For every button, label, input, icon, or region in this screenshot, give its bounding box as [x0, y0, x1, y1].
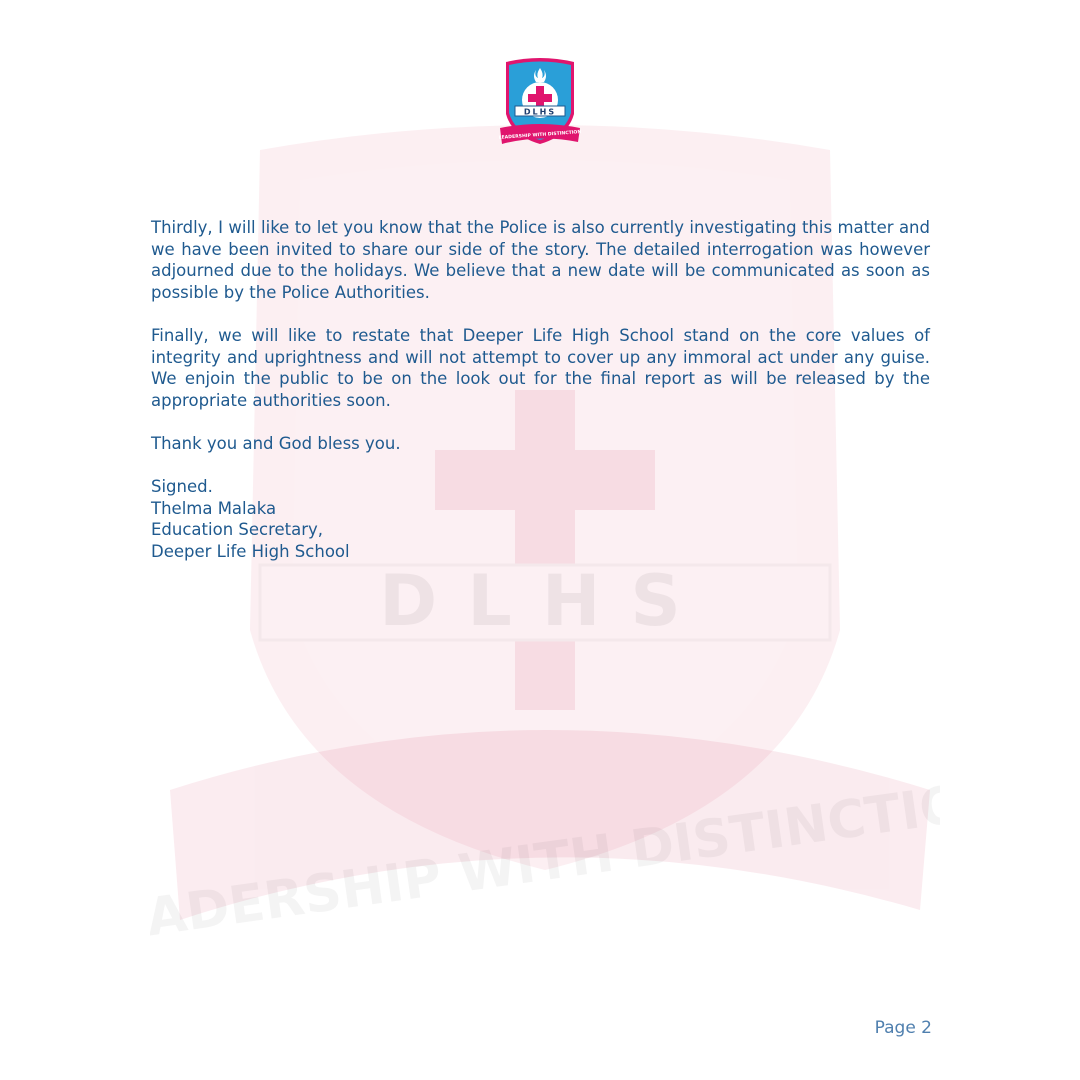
logo-initials: DLHS [523, 107, 557, 117]
signatory-title: Education Secretary, [151, 520, 324, 540]
signatory-name: Thelma Malaka [151, 498, 277, 518]
watermark-initials: DLHS [379, 560, 711, 642]
letter-body [151, 217, 930, 584]
page-number: Page 2 [874, 1018, 932, 1038]
signed-label: Signed. [151, 477, 213, 497]
paragraph-core-values: Finally, we will like to restate that Deeper Life High School stand on the core values of integrity and uprightness and will not attempt to cover up any immoral act under any guise. We enjoin the public to be on the look out for the final report as will be released by the appropriate authorities soon. [151, 325, 930, 410]
logo-motto: LEADERSHIP WITH DISTINCTION [498, 130, 582, 141]
signature-block [151, 476, 930, 562]
paragraph-police-investigation: Thirdly, I will like to let you know that the Police is also currently investigating this matter and we have been invited to share our side of the story. The detailed interrogation was however adjourned due to the holidays. We believe that a new date will be communicated as soon as possible by the Police Authorities. [151, 218, 930, 302]
school-logo [498, 56, 582, 152]
signatory-organization: Deeper Life High School [151, 541, 350, 561]
closing-line: Thank you and God bless you. [151, 433, 401, 453]
